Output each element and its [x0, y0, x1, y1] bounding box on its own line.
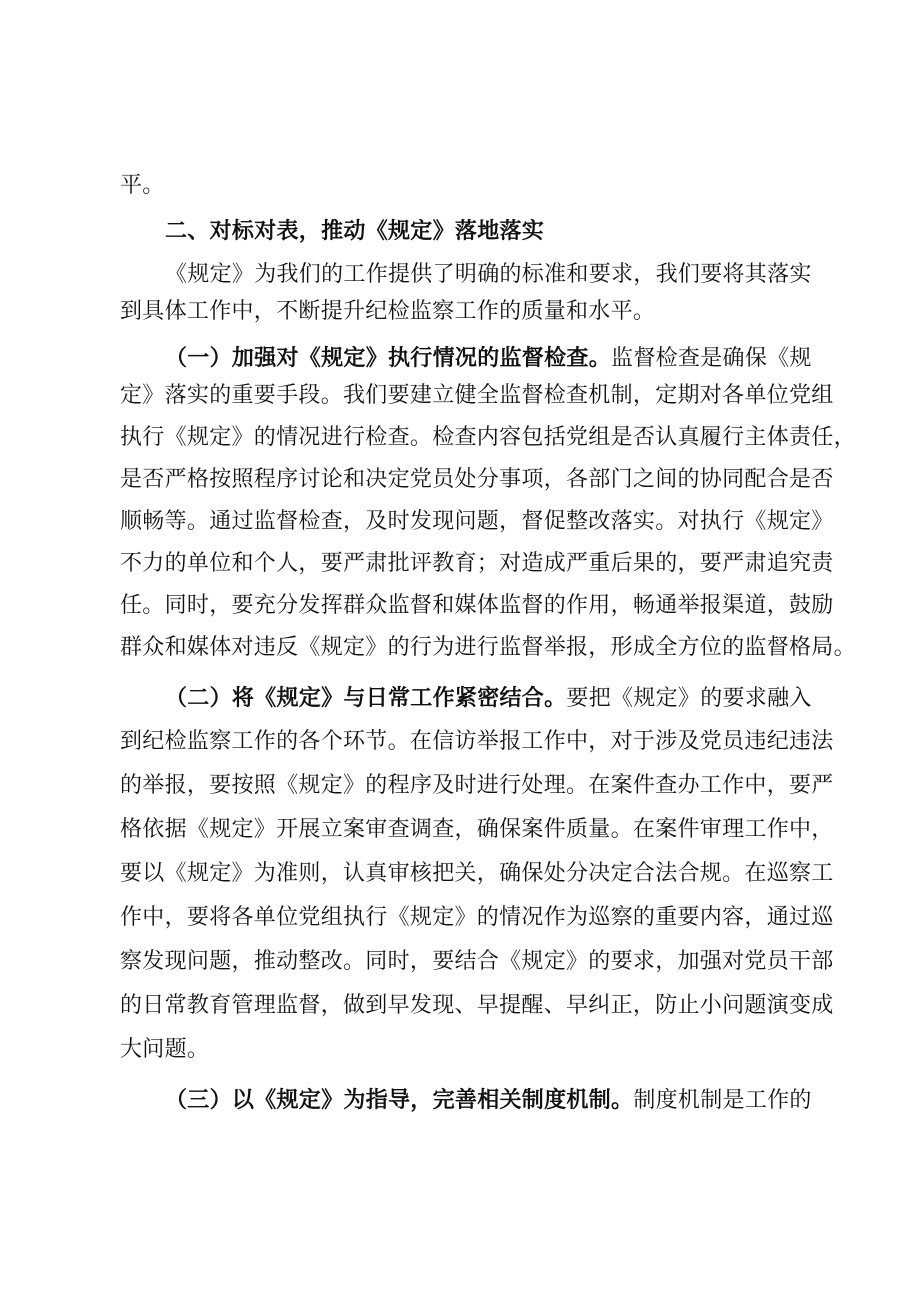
- paragraph-line: 的举报，要按照《规定》的程序及时进行处理。在案件查办工作中，要严: [120, 773, 834, 798]
- paragraph-line: 顺畅等。通过监督检查，及时发现问题，督促整改落实。对执行《规定》: [120, 509, 834, 534]
- subsection-heading: （三）以《规定》为指导，完善相关制度机制。: [165, 1087, 634, 1113]
- subsection-heading: （一）加强对《规定》执行情况的监督检查。: [165, 345, 612, 371]
- subsection-lead-line: （三）以《规定》为指导，完善相关制度机制。制度机制是工作的: [165, 1087, 812, 1113]
- paragraph-line: 的日常教育管理监督，做到早发现、早提醒、早纠正，防止小问题演变成: [120, 993, 834, 1018]
- paragraph-line: 要以《规定》为准则，认真审核把关，确保处分决定合法合规。在巡察工: [120, 861, 834, 886]
- paragraph-line: 到纪检监察工作的各个环节。在信访举报工作中，对于涉及党员违纪违法: [120, 729, 834, 754]
- paragraph-line: 大问题。: [120, 1037, 210, 1062]
- paragraph-line: 察发现问题，推动整改。同时，要结合《规定》的要求，加强对党员干部: [120, 949, 834, 974]
- paragraph-line: 格依据《规定》开展立案审查调查，确保案件质量。在案件审理工作中，: [120, 817, 834, 842]
- paragraph-line: 群众和媒体对违反《规定》的行为进行监督举报，形成全方位的监督格局。: [120, 635, 856, 660]
- paragraph-line: 平。: [120, 173, 165, 198]
- paragraph-line: 《规定》为我们的工作提供了明确的标准和要求，我们要将其落实: [165, 262, 812, 287]
- subsection-lead-line: （一）加强对《规定》执行情况的监督检查。监督检查是确保《规: [165, 345, 812, 371]
- paragraph-line: 任。同时，要充分发挥群众监督和媒体监督的作用，畅通举报渠道，鼓励: [120, 593, 834, 618]
- paragraph-line: 到具体工作中，不断提升纪检监察工作的质量和水平。: [120, 299, 656, 324]
- paragraph-line: 不力的单位和个人，要严肃批评教育；对造成严重后果的，要严肃追究责: [120, 551, 834, 576]
- paragraph-line: 定》落实的重要手段。我们要建立健全监督检查机制，定期对各单位党组: [120, 383, 834, 408]
- subsection-heading: （二）将《规定》与日常工作紧密结合。: [165, 685, 567, 711]
- paragraph-line: 作中，要将各单位党组执行《规定》的情况作为巡察的重要内容，通过巡: [120, 905, 834, 930]
- section-heading: 二、对标对表，推动《规定》落地落实: [165, 218, 545, 244]
- paragraph-line: 是否严格按照程序讨论和决定党员处分事项，各部门之间的协同配合是否: [120, 467, 834, 492]
- subsection-lead-line: （二）将《规定》与日常工作紧密结合。要把《规定》的要求融入: [165, 685, 812, 711]
- paragraph-line: 执行《规定》的情况进行检查。检查内容包括党组是否认真履行主体责任，: [120, 425, 856, 450]
